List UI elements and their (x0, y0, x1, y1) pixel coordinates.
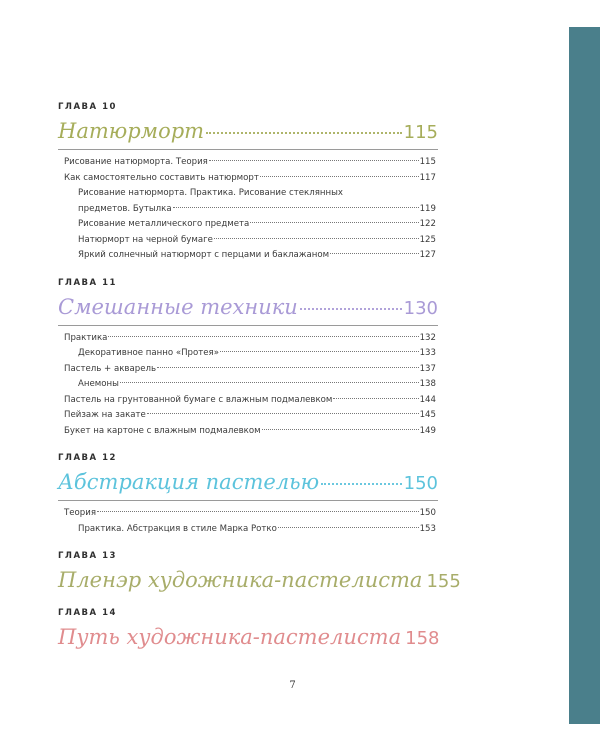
entry-title: Букет на картоне с влажным подмалевком (64, 425, 261, 436)
chapter-10 (58, 102, 438, 264)
entry-title-line[interactable]: Рисование натюрморта. Практика. Рисование стеклянных (78, 188, 343, 198)
leader-dots (250, 222, 418, 223)
entry-page: 145 (419, 410, 436, 420)
chapter-title-text: Путь художника-пастелиста (58, 625, 402, 649)
divider (58, 500, 438, 501)
chapter-label: ГЛАВА 11 (58, 277, 117, 288)
toc-entry[interactable] (58, 424, 438, 440)
toc-entry[interactable] (58, 408, 438, 424)
chapter-title[interactable] (58, 468, 438, 496)
chapter-title[interactable] (58, 566, 461, 594)
entry-title: Яркий солнечный натюрморт с перцами и баклажаном (78, 250, 330, 260)
entry-title: Как самостоятельно составить натюрморт (64, 172, 259, 183)
entry-page: 127 (419, 250, 436, 260)
entry-page: 153 (419, 523, 436, 534)
leader-dots (260, 176, 419, 177)
chapter-page: 158 (405, 628, 440, 649)
leader-dots (262, 429, 419, 430)
chapter-title[interactable] (58, 117, 438, 145)
leader-dots (97, 511, 419, 512)
leader-dots (147, 413, 419, 414)
entry-title: Рисование натюрморта. Теория (64, 157, 208, 167)
entry-page: 125 (419, 234, 436, 245)
entry-title: Практика. Абстракция в стиле Марка Ротко (78, 523, 277, 534)
entry-page: 132 (419, 332, 436, 343)
leader-dots (330, 253, 418, 254)
entry-list (58, 506, 438, 537)
toc-entry[interactable] (58, 202, 438, 218)
entry-title: Пастель на грунтованной бумаге с влажным подмалевком (64, 394, 333, 405)
divider (58, 325, 438, 326)
toc-entry[interactable] (58, 248, 438, 264)
leader-dots (157, 367, 419, 368)
chapter-title-text: Абстракция пастелью (58, 470, 320, 494)
entry-page: 149 (419, 425, 436, 436)
divider (58, 149, 438, 150)
chapter-label: ГЛАВА 10 (58, 102, 117, 112)
toc-entry[interactable] (58, 346, 438, 362)
toc-entry[interactable] (58, 362, 438, 378)
entry-title: Рисование металлического предмета (78, 219, 250, 229)
leader-dots (214, 238, 419, 239)
chapter-title[interactable] (58, 623, 438, 651)
toc-entry[interactable] (58, 506, 438, 522)
chapter-title-text: Смешанные техники (58, 294, 298, 319)
chapter-label: ГЛАВА 14 (58, 608, 117, 618)
entry-page: 137 (419, 363, 436, 374)
chapter-13 (58, 551, 461, 594)
leader-dots (278, 527, 419, 528)
side-color-band (569, 27, 600, 724)
chapter-page: 115 (403, 122, 438, 143)
toc-entry[interactable] (58, 522, 438, 538)
leader-dots (333, 398, 418, 399)
entry-page: 133 (419, 348, 436, 358)
toc-entry[interactable] (58, 217, 438, 233)
entry-title: Пейзаж на закате (64, 410, 146, 420)
entry-page: 115 (419, 157, 436, 167)
leader-dots (220, 351, 419, 352)
entry-title-cont: предметов. Бутылка (78, 203, 172, 214)
chapter-page: 155 (426, 571, 461, 592)
page-number: 7 (289, 680, 296, 691)
entry-list (58, 331, 438, 440)
toc-entry[interactable] (58, 331, 438, 347)
entry-page: 138 (419, 379, 436, 389)
entry-page: 122 (419, 219, 436, 229)
toc-entry[interactable] (58, 233, 438, 249)
leader-dots (300, 308, 402, 310)
entry-title: Анемоны (78, 379, 119, 389)
entry-title: Декоративное панно «Протея» (78, 348, 219, 358)
leader-dots (120, 382, 419, 383)
chapter-label: ГЛАВА 13 (58, 551, 117, 561)
leader-dots (321, 483, 402, 485)
chapter-page: 130 (403, 297, 438, 319)
chapter-title-text: Натюрморт (58, 119, 205, 143)
entry-page: 119 (419, 203, 436, 214)
entry-page: 117 (419, 172, 436, 183)
table-of-contents (58, 102, 461, 665)
entry-title: Натюрморт на черной бумаге (78, 234, 213, 245)
entry-page: 150 (419, 508, 436, 518)
leader-dots (209, 160, 419, 161)
chapter-page: 150 (403, 473, 438, 494)
entry-title: Теория (64, 508, 97, 518)
entry-list (58, 155, 438, 264)
chapter-title-text: Пленэр художника-пастелиста (58, 568, 423, 592)
toc-entry[interactable] (58, 171, 438, 187)
toc-entry[interactable] (58, 377, 438, 393)
chapter-12 (58, 453, 438, 537)
entry-title: Пастель + акварель (64, 363, 157, 374)
chapter-14 (58, 608, 438, 651)
toc-entry[interactable] (58, 393, 438, 409)
entry-title: Практика (64, 332, 108, 343)
leader-dots (173, 207, 419, 208)
leader-dots (206, 132, 402, 134)
chapter-11 (58, 278, 438, 440)
chapter-label: ГЛАВА 12 (58, 453, 117, 463)
entry-page: 144 (419, 394, 436, 405)
toc-entry[interactable] (58, 155, 438, 171)
leader-dots (108, 336, 418, 337)
chapter-title[interactable] (58, 293, 438, 321)
